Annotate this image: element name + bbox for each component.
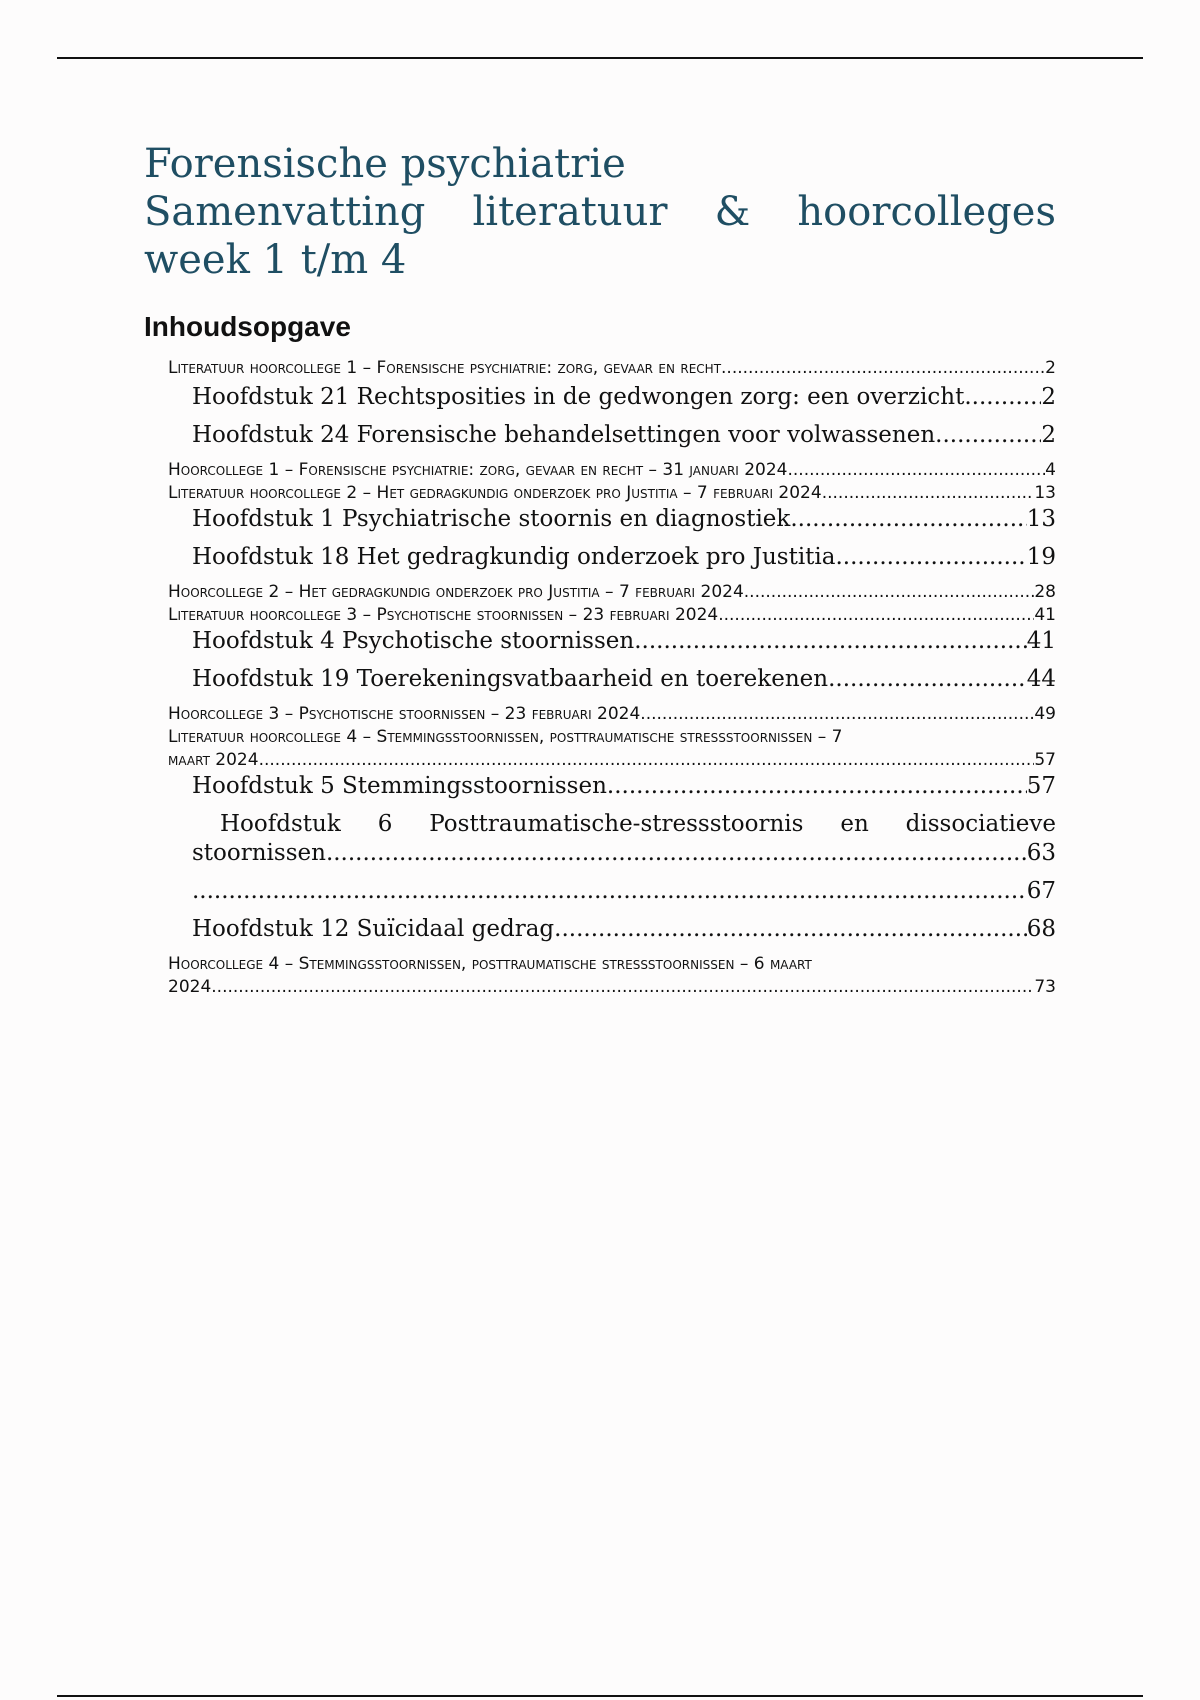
title-word: & (714, 189, 751, 235)
toc-word: Hoofdstuk (220, 811, 341, 837)
toc-entry-text-continued: stoornissen (192, 840, 326, 866)
toc-page-number: 44 (1026, 666, 1056, 692)
toc-page-number: 2 (1041, 384, 1056, 410)
toc-entry-text: Literatuur hoorcollege 4 – Stemmingsstoornissen, posttraumatische stressstoornissen – 7 (168, 727, 843, 747)
toc-entry-level-1[interactable] (168, 482, 1056, 505)
toc-heading: Inhoudsopgave (144, 311, 351, 342)
toc-page-number: 13 (1034, 483, 1056, 503)
title-line-2 (144, 188, 1056, 236)
toc-entry-text-continued: 2024 (168, 977, 212, 997)
toc-page-number: 68 (1026, 916, 1056, 942)
toc-page-number: 13 (1026, 506, 1056, 532)
toc-entry-text: Hoorcollege 2 – Het gedragkundig onderzoek pro Justitia – 7 februari 2024 (168, 582, 744, 602)
toc-page-number: 67 (1026, 878, 1056, 904)
toc-entry-text: Hoofdstuk 1 Psychiatrische stoornis en diagnostiek (192, 506, 791, 532)
toc-page-number: 41 (1026, 628, 1056, 654)
toc-entry-level-2[interactable] (192, 421, 1056, 450)
toc-entry-level-1[interactable] (168, 953, 1056, 999)
toc-entry-text: Hoofdstuk 18 Het gedragkundig onderzoek pro Justitia (192, 544, 836, 570)
toc-page-number: 57 (1034, 750, 1056, 770)
toc-entry-text: Hoorcollege 1 – Forensische psychiatrie: zorg, gevaar en recht – 31 januari 2024 (168, 460, 788, 480)
toc-word: Posttraumatische-stressstoornis (429, 811, 804, 837)
toc-entry-level-2[interactable] (192, 627, 1056, 656)
toc-entry-level-2[interactable] (192, 877, 1056, 906)
title-word: Samenvatting (144, 189, 426, 235)
toc-word: dissociatieve (905, 811, 1056, 837)
toc-page-number: 73 (1034, 977, 1056, 997)
toc-entry-text: Hoofdstuk 4 Psychotische stoornissen (192, 628, 635, 654)
toc-entry-level-1[interactable] (168, 581, 1056, 604)
toc-entry-text: Hoofdstuk 21 Rechtsposities in de gedwongen zorg: een overzicht (192, 384, 965, 410)
title-line-3: week 1 t/m 4 (144, 237, 407, 283)
toc-entry-text: Hoorcollege 3 – Psychotische stoornissen – 23 februari 2024 (168, 704, 641, 724)
toc-entry-text: Hoofdstuk 19 Toerekeningsvatbaarheid en toerekenen (192, 666, 829, 692)
toc-entry-text: Literatuur hoorcollege 2 – Het gedragkundig onderzoek pro Justitia – 7 februari 2024 (168, 483, 822, 503)
toc-word: en (840, 811, 869, 837)
table-of-contents (144, 357, 1056, 999)
title-line-1: Forensische psychiatrie (144, 141, 626, 187)
toc-entry-level-2[interactable] (192, 383, 1056, 412)
toc-entry-text: Hoofdstuk 12 Suïcidaal gedrag (192, 916, 555, 942)
toc-page-number: 19 (1026, 544, 1056, 570)
toc-page-number: 2 (1045, 358, 1056, 378)
toc-entry-text: Hoorcollege 4 – Stemmingsstoornissen, posttraumatische stressstoornissen – 6 maart (168, 954, 812, 974)
toc-entry-text: Literatuur hoorcollege 1 – Forensische psychiatrie: zorg, gevaar en recht (168, 358, 722, 378)
toc-page-number: 63 (1026, 840, 1056, 866)
toc-word: 6 (377, 811, 393, 837)
toc-page-number: 2 (1041, 422, 1056, 448)
toc-entry-text-continued: maart 2024 (168, 750, 259, 770)
toc-page-number: 41 (1034, 605, 1056, 625)
toc-page-number: 4 (1045, 460, 1056, 480)
toc-page-number: 49 (1034, 704, 1056, 724)
toc-entry-level-1[interactable] (168, 357, 1056, 380)
toc-entry-level-1[interactable] (168, 703, 1056, 726)
title-word: hoorcolleges (797, 189, 1056, 235)
toc-entry-level-2[interactable] (192, 915, 1056, 944)
toc-entry-level-2[interactable] (192, 772, 1056, 801)
toc-page-number: 57 (1026, 773, 1056, 799)
toc-entry-level-2[interactable] (192, 810, 1056, 868)
toc-entry-text: Hoofdstuk 24 Forensische behandelsettingen voor volwassenen (192, 422, 936, 448)
toc-entry-level-1[interactable] (168, 604, 1056, 627)
title-word: literatuur (472, 189, 668, 235)
toc-entry-text: Literatuur hoorcollege 3 – Psychotische stoornissen – 23 februari 2024 (168, 605, 719, 625)
toc-entry-level-2[interactable] (192, 543, 1056, 572)
header-rule (57, 57, 1143, 59)
toc-entry-level-2[interactable] (192, 665, 1056, 694)
footer-rule (57, 1695, 1143, 1697)
toc-entry-text (192, 810, 1056, 839)
document-title (144, 140, 1056, 284)
document-body (144, 140, 1056, 999)
toc-entry-text: Hoofdstuk 5 Stemmingsstoornissen (192, 773, 607, 799)
toc-page-number: 28 (1034, 582, 1056, 602)
toc-entry-level-2[interactable] (192, 505, 1056, 534)
toc-entry-level-1[interactable] (168, 726, 1056, 772)
toc-entry-level-1[interactable] (168, 459, 1056, 482)
